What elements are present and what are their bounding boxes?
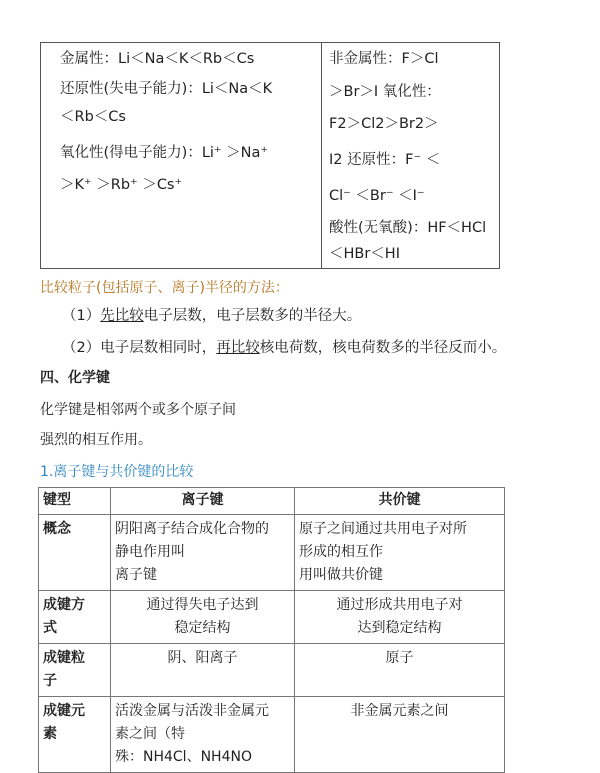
cell-line: 离子键 [115, 567, 157, 583]
cell-line: 阴、阳离子 [167, 650, 238, 666]
covalent-method-cell [295, 591, 505, 644]
row-label-bonding-elements [39, 697, 111, 773]
cell-line: 概念 [43, 521, 71, 537]
cell-line: 活泼金属与活泼非金属元 [115, 703, 269, 719]
nonmetal-line-3: F2＞Cl2＞Br2＞ [329, 116, 439, 132]
table-header-row [39, 488, 505, 515]
header-ionic-bond: 离子键 [111, 488, 295, 515]
nonmetal-line-5: Cl⁻ ＜Br⁻ ＜I⁻ [329, 188, 425, 204]
metallicity-line: 金属性：Li＜Na＜K＜Rb＜Cs [60, 51, 255, 67]
definition-line-2: 强烈的相互作用。 [40, 432, 152, 448]
covalent-elements-cell [295, 697, 505, 773]
ionic-concept-cell [111, 515, 295, 591]
cell-line: 非金属元素之间 [350, 703, 449, 719]
cell-line: 素之间（特 [115, 726, 185, 742]
radius-item-1-prefix: （1） [62, 308, 101, 324]
cell-line: 殊：NH4Cl、NH4NO [115, 749, 252, 765]
nonmetal-line-2: ＞Br＞I 氧化性： [329, 84, 441, 100]
nonmetal-line-4: I2 还原性：F⁻ ＜ [329, 152, 441, 168]
table-heading: 1.离子键与共价键的比较 [40, 464, 194, 480]
header-covalent-bond: 共价键 [295, 488, 505, 515]
acidity-line-cont: ＜HBr＜HI [329, 246, 400, 262]
cell-line: 成键元 [43, 703, 85, 719]
table-row [39, 697, 505, 773]
row-label-bonding-particles [39, 644, 111, 697]
radius-item-1-suffix: 电子层数，电子层数多的半径大。 [143, 308, 362, 324]
acidity-line: 酸性(无氧酸)：HF＜HCl [329, 220, 487, 236]
bond-comparison-table [38, 487, 505, 773]
cell-line: 达到稳定结构 [357, 620, 442, 636]
reducibility-line-cont: ＜Rb＜Cs [60, 109, 126, 125]
ionic-elements-cell [111, 697, 295, 773]
header-bond-type: 键型 [39, 488, 111, 515]
nonmetal-line-1: 非金属性：F＞Cl [329, 51, 439, 67]
cell-line: 素 [43, 726, 57, 742]
radius-item-1-underlined: 先比较 [100, 308, 144, 324]
cell-line: 用叫做共价键 [299, 567, 383, 583]
table-row [39, 644, 505, 697]
row-label-bonding-method [39, 591, 111, 644]
reducibility-line: 还原性(失电子能力)：Li＜Na＜K [60, 81, 273, 97]
cell-line: 静电作用叫 [115, 544, 185, 560]
cell-line: 成键粒 [43, 650, 85, 666]
oxidizability-line: 氧化性(得电子能力)：Li⁺ ＞Na⁺ [60, 145, 269, 161]
radius-item-2-prefix: （2）电子层数相同时， [62, 340, 217, 356]
cell-line: 子 [43, 673, 57, 689]
table-row [39, 591, 505, 644]
radius-item-2 [62, 336, 506, 357]
cell-line: 原子 [385, 650, 414, 666]
row-label-concept [39, 515, 111, 591]
cell-line: 式 [43, 620, 57, 636]
cell-line: 稳定结构 [174, 620, 231, 636]
cell-line: 形成的相互作 [299, 544, 383, 560]
cell-line: 原子之间通过共用电子对所 [299, 521, 467, 537]
radius-item-1 [62, 304, 361, 325]
definition-line-1: 化学键是相邻两个或多个原子间 [40, 402, 236, 418]
comparison-box-divider [321, 42, 322, 269]
oxidizability-line-cont: ＞K⁺ ＞Rb⁺ ＞Cs⁺ [60, 177, 183, 193]
radius-item-2-suffix: 核电荷数，核电荷数多的半径反而小。 [259, 340, 507, 356]
covalent-concept-cell [295, 515, 505, 591]
cell-line: 通过得失电子达到 [146, 597, 259, 613]
ionic-method-cell [111, 591, 295, 644]
ionic-particles-cell [111, 644, 295, 697]
covalent-particles-cell [295, 644, 505, 697]
cell-line: 通过形成共用电子对 [336, 597, 463, 613]
radius-heading: 比较粒子(包括原子、离子)半径的方法： [40, 280, 289, 296]
cell-line: 阴阳离子结合成化合物的 [115, 521, 269, 537]
cell-line: 成键方 [43, 597, 85, 613]
table-row [39, 515, 505, 591]
radius-item-2-underlined: 再比较 [216, 340, 260, 356]
section-title: 四、化学键 [40, 370, 110, 386]
